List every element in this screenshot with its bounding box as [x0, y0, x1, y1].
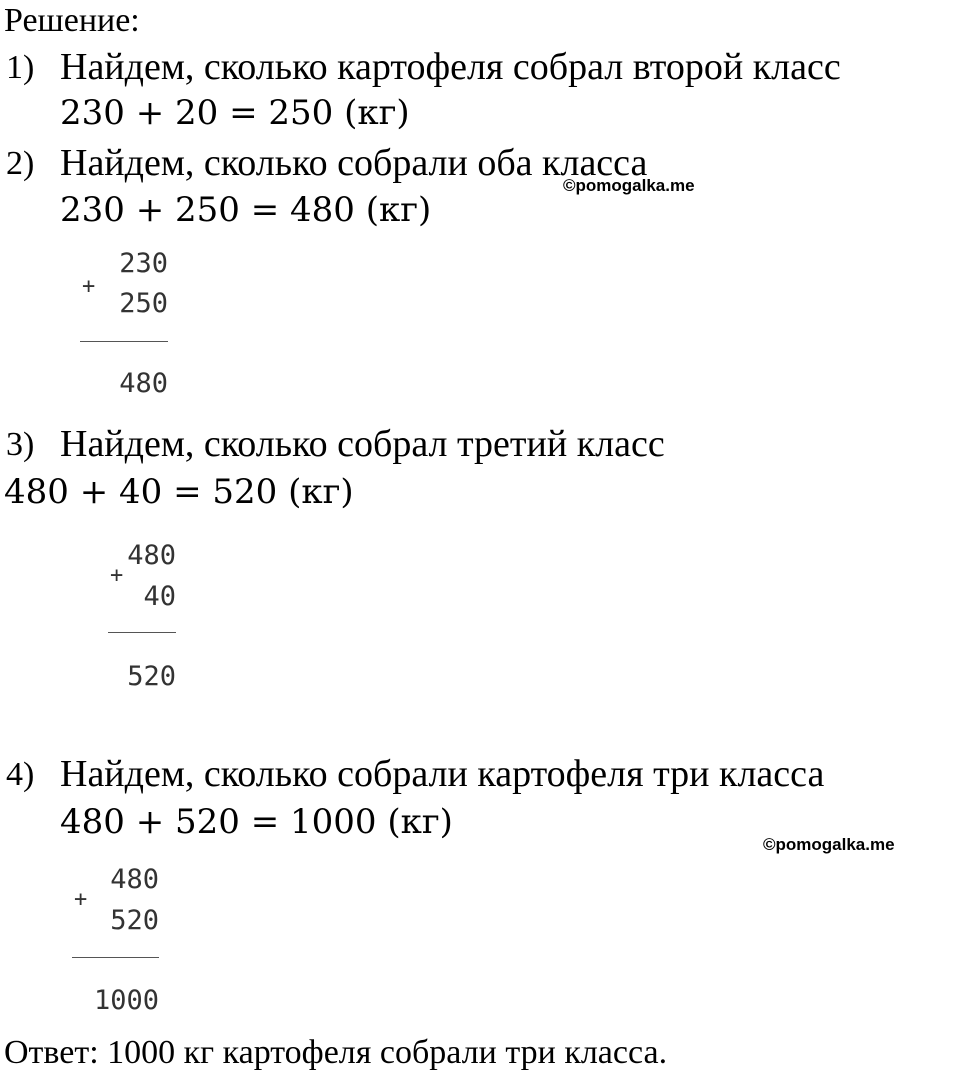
addend-bottom: 250 — [119, 288, 168, 319]
step-1-title: Найдем, сколько картофеля собрал второй класс — [60, 46, 841, 88]
addend-bottom: 520 — [110, 905, 159, 936]
step-1-equation: 230 + 20 = 250 (кг) — [60, 93, 410, 133]
sum-line — [72, 957, 159, 958]
sum-line — [80, 341, 168, 342]
plus-sign: + — [74, 887, 88, 912]
step-3-column-addition — [108, 540, 176, 690]
step-3-number: 3) — [6, 426, 35, 463]
sum-result: 520 — [127, 661, 176, 692]
answer-line: Ответ: 1000 кг картофеля собрали три класса. — [4, 1034, 668, 1071]
step-2-column-addition — [80, 248, 168, 398]
sum-result: 1000 — [93, 985, 159, 1016]
addend-top: 480 — [127, 540, 176, 571]
step-2-number: 2) — [6, 145, 35, 182]
solution-heading: Решение: — [4, 2, 140, 39]
addend-bottom: 40 — [143, 581, 176, 612]
step-4-title: Найдем, сколько собрали картофеля три класса — [60, 753, 825, 795]
watermark: ©pomogalka.me — [763, 835, 895, 854]
sum-result: 480 — [119, 368, 168, 399]
step-4-number: 4) — [6, 756, 35, 793]
addend-top: 230 — [119, 248, 168, 279]
plus-sign: + — [110, 563, 124, 588]
addend-top: 480 — [110, 864, 159, 895]
step-2-title: Найдем, сколько собрали оба класса — [60, 142, 648, 184]
sum-line — [108, 632, 176, 633]
step-4-equation: 480 + 520 = 1000 (кг) — [60, 802, 453, 842]
step-1-number: 1) — [6, 49, 35, 86]
step-2-equation: 230 + 250 = 480 (кг) — [60, 190, 432, 230]
step-3-equation: 480 + 40 = 520 (кг) — [4, 472, 354, 512]
plus-sign: + — [82, 274, 96, 299]
step-3-title: Найдем, сколько собрал третий класс — [60, 423, 665, 465]
watermark: ©pomogalka.me — [563, 176, 695, 195]
step-4-column-addition — [72, 864, 159, 1014]
